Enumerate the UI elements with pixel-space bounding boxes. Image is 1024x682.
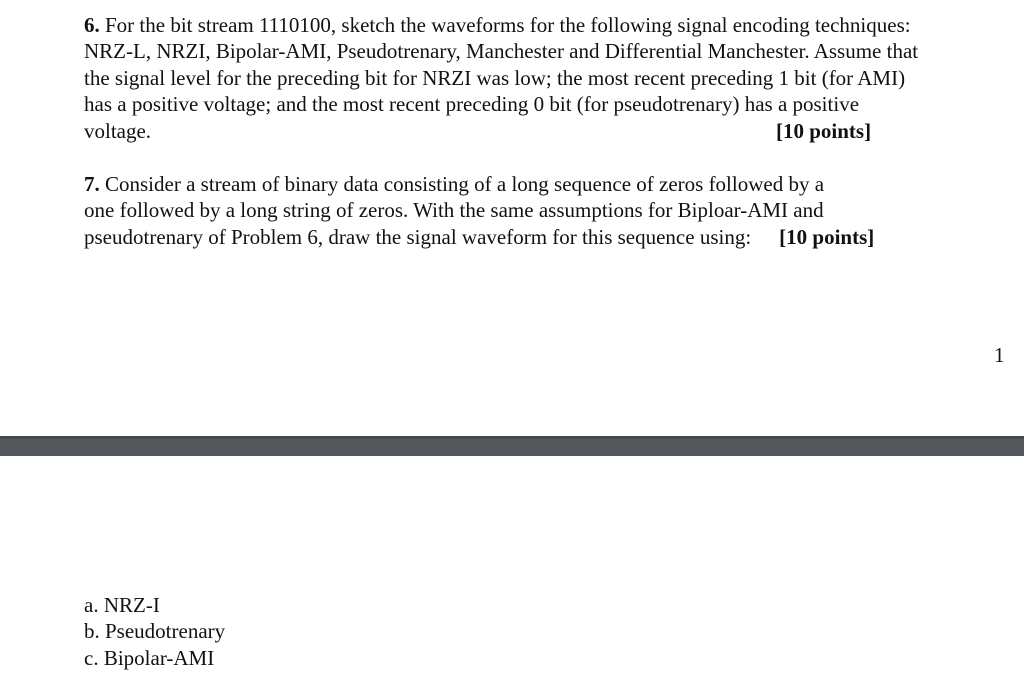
- question-7-number: 7.: [84, 172, 100, 196]
- option-b: b. Pseudotrenary: [84, 619, 226, 644]
- question-6-line-3: the signal level for the preceding bit for NRZI was low; the most recent preceding 1 bit (for AMI): [84, 65, 906, 90]
- question-6-line-1: 6. For the bit stream 1110100, sketch the waveforms for the following signal encoding techniques:: [84, 13, 911, 37]
- question-6-line-2: NRZ-L, NRZI, Bipolar-AMI, Pseudotrenary, Manchester and Differential Manchester. Assume that: [84, 39, 919, 64]
- question-7: [84, 171, 984, 250]
- question-7-line-1: 7. Consider a stream of binary data consisting of a long sequence of zeros followed by a: [84, 172, 825, 196]
- question-6-points: [10 points]: [776, 118, 872, 143]
- question-7-line-3: pseudotrenary of Problem 6, draw the signal waveform for this sequence using: [10 points]: [84, 224, 875, 249]
- question-6: [84, 12, 1004, 144]
- option-c: c. Bipolar-AMI: [84, 645, 215, 670]
- question-7-line-2: one followed by a long string of zeros. With the same assumptions for Biploar-AMI and: [84, 198, 824, 223]
- question-6-line-5: voltage. [10 points]: [84, 118, 872, 143]
- question-7-points: [10 points]: [779, 224, 875, 249]
- question-6-line-4: has a positive voltage; and the most recent preceding 0 bit (for pseudotrenary) has a positive: [84, 92, 860, 117]
- option-a: a. NRZ-I: [84, 593, 160, 617]
- page-separator: [0, 436, 1024, 456]
- question-6-number: 6.: [84, 13, 100, 37]
- page-number: 1: [994, 343, 1005, 367]
- question-7-options: [84, 592, 225, 671]
